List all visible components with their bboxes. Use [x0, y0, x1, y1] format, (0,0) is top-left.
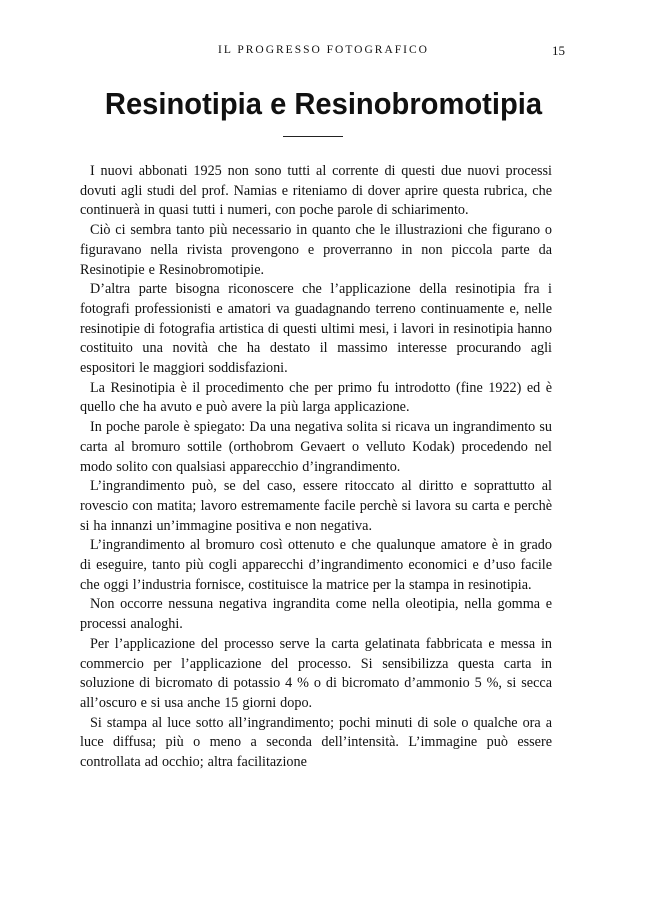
paragraph: In poche parole è spiegato: Da una negativa solita si ricava un ingrandimento su carta al bromuro sottile (orthobrom Gevaert o velluto Kodak) procedendo nel modo solito con qualsiasi apparecchio d’ingrandimento.	[80, 419, 552, 475]
page-number: 15	[552, 43, 565, 58]
article-title: Resinotipia e Resinobromotipia	[104, 86, 543, 121]
paragraph: D’altra parte bisogna riconoscere che l’applicazione della resinotipia fra i fotografi professionisti e amatori va guadagnando terreno continuamente e, nelle resinotipie di fotografia artistica di questi ultimi mesi, i lavori in resinotipia hanno costituito una novità che ha destato il massimo interesse procurando agli espositori le maggiori soddisfazioni.	[80, 281, 552, 377]
title-divider	[283, 136, 343, 137]
paragraph: Non occorre nessuna negativa ingrandita come nella oleotipia, nella gomma e processi analoghi.	[80, 596, 552, 633]
paragraph: Ciò ci sembra tanto più necessario in quanto che le illustrazioni che figurano o figuravano nella rivista provengono e proverranno in non piccola parte da Resinotipie e Resinobromotipie.	[80, 222, 552, 278]
paragraph: Si stampa al luce sotto all’ingrandimento; pochi minuti di sole o qualche ora a luce diffusa; più o meno a seconda dell’intensità. L’immagine può essere controllata ad occhio; altra facilitazione	[80, 714, 552, 771]
paragraph: L’ingrandimento al bromuro così ottenuto e che qualunque amatore è in grado di eseguire, tanto più cogli apparecchi d’ingrandimento economici e d’uso facile che oggi l’industria fornisce, costituisce la matrice per la stampa in resinotipia.	[80, 537, 552, 593]
page-header	[0, 44, 647, 64]
paragraph: I nuovi abbonati 1925 non sono tutti al corrente di questi due nuovi processi dovuti agli studi del prof. Namias e riteniamo di dover aprire questa rubrica, che continuerà in quasi tutti i numeri, con poche parole di schiarimento.	[80, 163, 552, 219]
paragraph: L’ingrandimento può, se del caso, essere ritoccato al diritto e soprattutto al rovescio con matita; lavoro estremamente facile perchè si lavora su carta e perchè si ha innanzi un’immagine positiva e non negativa.	[80, 478, 552, 534]
article-body	[80, 162, 552, 773]
running-title: IL PROGRESSO FOTOGRAFICO	[218, 44, 429, 56]
paragraph: Per l’applicazione del processo serve la carta gelatinata fabbricata e messa in commercio per l’applicazione del processo. Si sensibilizza questa carta in soluzione di bicromato di potassio 4 % o di bicromato d’ammonio 5 %, si secca all’oscuro e si usa anche 15 giorni dopo.	[80, 635, 552, 711]
paragraph: La Resinotipia è il procedimento che per primo fu introdotto (fine 1922) ed è quello che ha avuto e può avere la più larga applicazione.	[80, 379, 552, 416]
